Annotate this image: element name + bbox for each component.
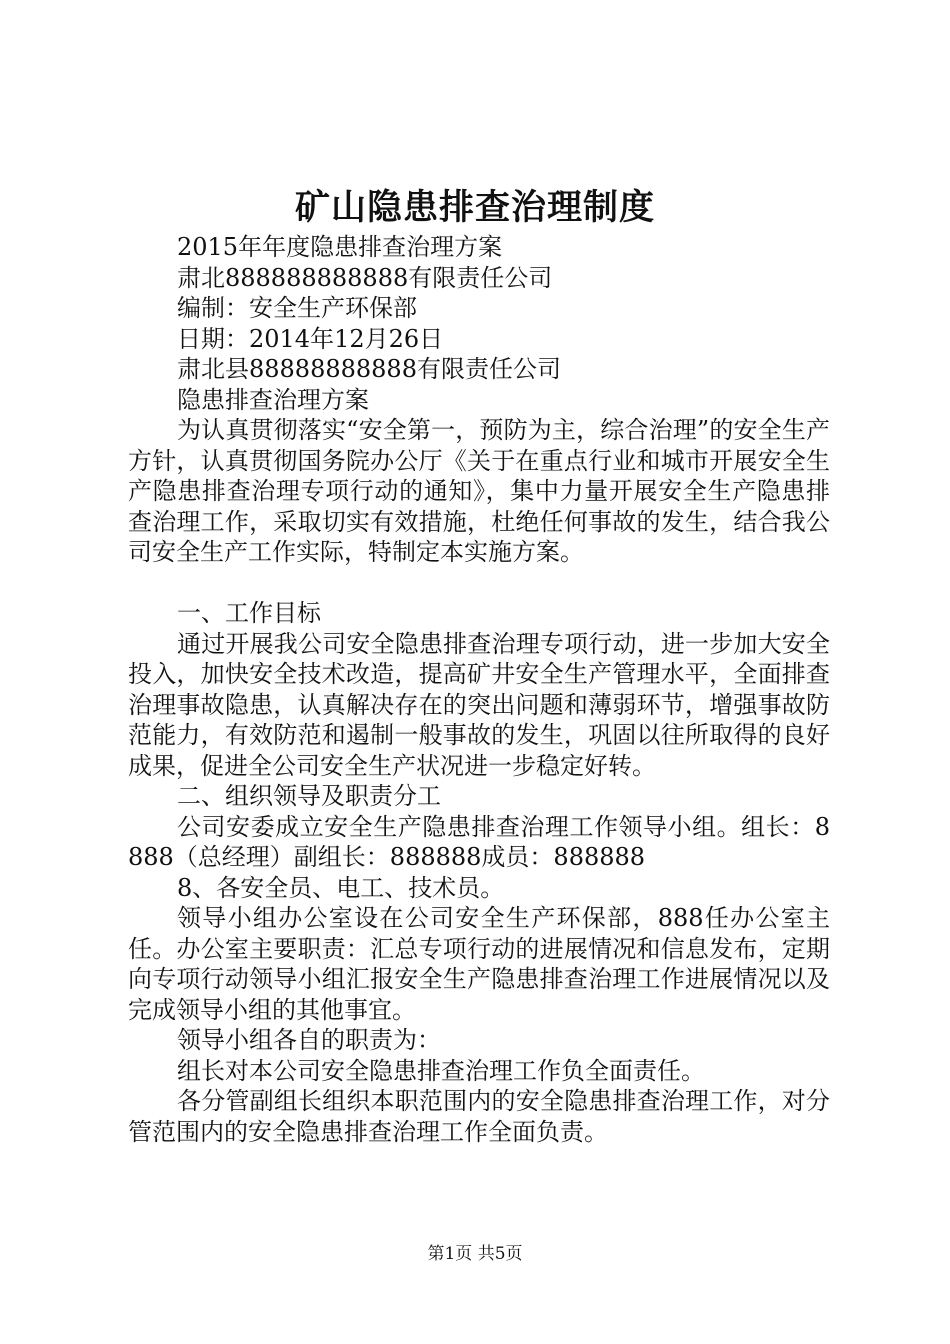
section-heading-organization: 二、组织领导及职责分工 — [177, 782, 441, 810]
deputy-duty-paragraph: 各分管副组长组织本职范围内的安全隐患排查治理工作，对分管范围内的安全隐患排查治理工作全面负责。 — [128, 1087, 830, 1146]
paragraph-gap — [128, 568, 830, 599]
document-body — [128, 232, 830, 1147]
county-company-line: 肃北县88888888888有限责任公司 — [177, 355, 561, 383]
date-line: 日期：2014年12月26日 — [177, 324, 444, 353]
office-paragraph: 领导小组办公室设在公司安全生产环保部，888任办公室主任。办公室主要职责：汇总专项行动的进展情况和信息发布，定期向专项行动领导小组汇报安全生产隐患排查治理工作进展情况以及完成领导小组的其他事宜。 — [128, 904, 830, 1024]
compiler-line: 编制：安全生产环保部 — [177, 294, 417, 322]
section-heading-goals: 一、工作目标 — [177, 599, 321, 627]
company-name-line: 肃北888888888888有限责任公司 — [177, 263, 553, 292]
organization-paragraph: 公司安委成立安全生产隐患排查治理工作领导小组。组长：8888（总经理）副组长：888888成员：888888 — [128, 812, 830, 871]
members-paragraph: 8、各安全员、电工、技术员。 — [177, 873, 505, 902]
leader-duty-paragraph: 组长对本公司安全隐患排查治理工作负全面责任。 — [177, 1056, 705, 1085]
goals-paragraph: 通过开展我公司安全隐患排查治理专项行动，进一步加大安全投入，加快安全技术改造，提高矿井安全生产管理水平，全面排查治理事故隐患，认真解决存在的突出问题和薄弱环节，增强事故防范能力，有效防范和遏制一般事故的发生，巩固以往所取得的良好成果，促进全公司安全生产状况进一步稳定好转。 — [128, 629, 830, 780]
plan-heading: 隐患排查治理方案 — [177, 385, 369, 414]
duties-intro-paragraph: 领导小组各自的职责为： — [177, 1026, 441, 1054]
document-title: 矿山隐患排查治理制度 — [294, 188, 655, 228]
page-footer: 第1页 共5页 — [427, 1244, 523, 1264]
intro-paragraph: 为认真贯彻落实“安全第一，预防为主，综合治理”的安全生产方针，认真贯彻国务院办公厅《关于在重点行业和城市开展安全生产隐患排查治理专项行动的通知》，集中力量开展安全生产隐患排查治理工作，采取切实有效措施，杜绝任何事故的发生，结合我公司安全生产工作实际，特制定本实施方案。 — [128, 416, 830, 566]
plan-year-line: 2015年年度隐患排查治理方案 — [177, 233, 503, 261]
